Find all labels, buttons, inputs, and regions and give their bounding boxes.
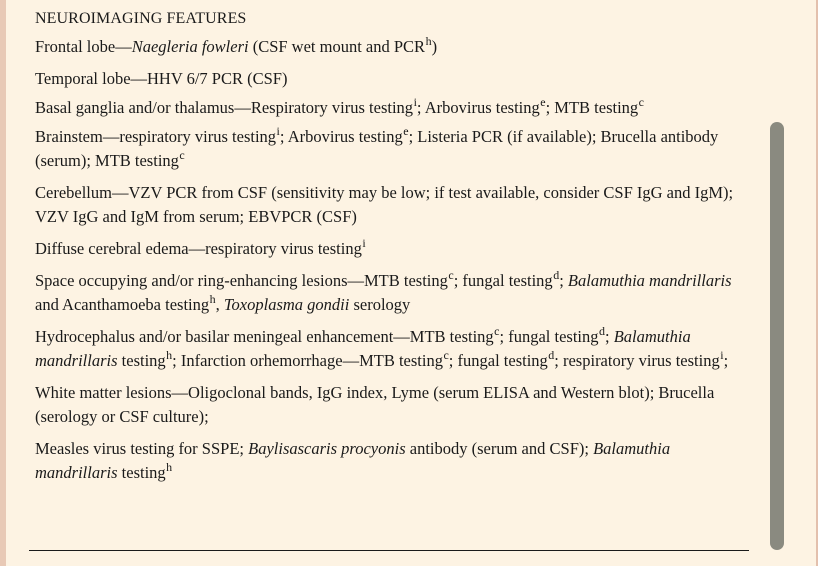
entry-text: ,	[215, 295, 224, 314]
entry-text: ; Listeria PCR (if available); Brucella antibody (serum); MTB testing	[35, 127, 719, 170]
footnote-marker: d	[548, 348, 555, 362]
entry-text: Space occupying and/or ring-enhancing lesions—MTB testing	[35, 271, 448, 290]
italic-text: Balamuthia mandrillaris	[35, 439, 671, 482]
entry-text: testing	[117, 351, 166, 370]
footnote-marker: d	[598, 324, 605, 338]
section-heading: NEUROIMAGING FEATURES	[35, 10, 247, 27]
footnote-marker: i	[413, 95, 417, 109]
entry-text: ;	[723, 351, 729, 370]
footnote-marker: i	[362, 236, 366, 250]
entry-text: ; respiratory virus testing	[554, 351, 720, 370]
entry-text: Frontal lobe—	[35, 37, 132, 56]
table-bottom-rule	[29, 550, 749, 551]
vertical-scrollbar[interactable]	[770, 122, 784, 550]
left-border	[0, 0, 6, 566]
entry-text: ;	[604, 327, 614, 346]
footnote-marker: h	[166, 348, 173, 362]
list-item	[35, 437, 755, 485]
entry-text: Basal ganglia and/or thalamus—Respiratory virus testing	[35, 98, 414, 117]
footnote-marker: i	[720, 348, 724, 362]
footnote-marker: h	[166, 460, 173, 474]
entries-list	[35, 35, 755, 485]
entry-text: ; Arbovirus testing	[279, 127, 403, 146]
italic-text: Balamuthia mandrillaris	[35, 327, 691, 370]
entry-text: antibody (serum and CSF);	[405, 439, 594, 458]
list-item	[35, 67, 755, 91]
list-item	[35, 269, 755, 317]
footnote-marker: c	[448, 268, 454, 282]
entry-text: ;	[559, 271, 568, 290]
entry-text: White matter lesions—Oligoclonal bands, IgG index, Lyme (serum ELISA and Western blot); Brucella (serology or CSF culture);	[35, 383, 715, 426]
footnote-marker: i	[276, 124, 280, 138]
entry-text: serology	[349, 295, 411, 314]
entry-text: Diffuse cerebral edema—respiratory virus testing	[35, 239, 362, 258]
entry-text: )	[431, 37, 438, 56]
entry-text: ; fungal testing	[499, 327, 599, 346]
footnote-marker: e	[403, 124, 409, 138]
entry-text: ; MTB testing	[545, 98, 639, 117]
entry-text: ; fungal testing	[448, 351, 548, 370]
footnote-marker: c	[443, 348, 449, 362]
italic-text: Naegleria fowleri	[131, 37, 249, 56]
entry-text: testing	[117, 463, 166, 482]
footnote-marker: e	[540, 95, 546, 109]
entry-text: (CSF wet mount and PCR	[248, 37, 426, 56]
footnote-marker: c	[638, 95, 644, 109]
list-item	[35, 125, 755, 173]
scrollbar-thumb[interactable]	[770, 122, 784, 550]
document-content	[35, 8, 755, 493]
entry-text: Hydrocephalus and/or basilar meningeal enhancement—MTB testing	[35, 327, 494, 346]
list-item	[35, 181, 755, 229]
entry-text: Brainstem—respiratory virus testing	[35, 127, 277, 146]
italic-text: Baylisascaris procyonis	[248, 439, 406, 458]
entry-text: Temporal lobe—HHV 6/7 PCR (CSF)	[35, 69, 288, 88]
italic-text: Balamuthia mandrillaris	[567, 271, 732, 290]
entry-text: ; Arbovirus testing	[416, 98, 540, 117]
entry-text: ; Infarction orhemorrhage—MTB testing	[172, 351, 443, 370]
entry-text: and Acanthamoeba testing	[35, 295, 210, 314]
entry-text: Measles virus testing for SSPE;	[35, 439, 249, 458]
footnote-marker: c	[494, 324, 500, 338]
list-item	[35, 237, 755, 261]
list-item	[35, 35, 755, 59]
entry-text: Cerebellum—VZV PCR from CSF (sensitivity may be low; if test available, consider CSF IgG and IgM); VZV IgG and IgM from serum; EBVPCR (CSF)	[35, 183, 734, 226]
footnote-marker: d	[553, 268, 560, 282]
list-item	[35, 381, 755, 429]
footnote-marker: h	[209, 292, 216, 306]
footnote-marker: h	[425, 34, 432, 48]
footnote-marker: c	[179, 148, 185, 162]
list-item	[35, 96, 755, 120]
list-item	[35, 325, 755, 373]
entry-text: ; fungal testing	[453, 271, 553, 290]
italic-text: Toxoplasma gondii	[223, 295, 350, 314]
